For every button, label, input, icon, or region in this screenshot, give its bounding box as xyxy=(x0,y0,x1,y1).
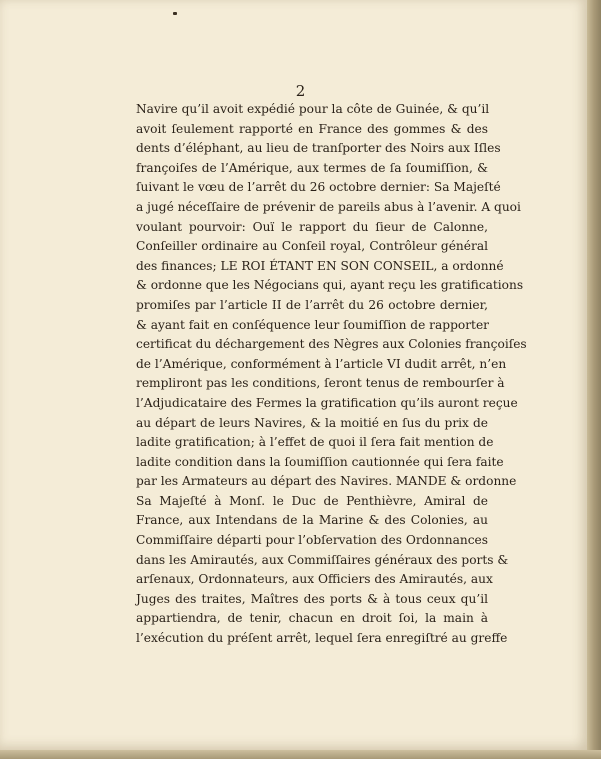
text-line: ſuivant le vœu de l’arrêt du 26 octobre dernier: Sa Majeſté xyxy=(136,180,501,195)
ink-speck xyxy=(173,12,177,15)
text-line: Navire qu’il avoit expédié pour la côte de Guinée, & qu’il xyxy=(136,102,490,116)
text-line: l’Adjudicataire des Fermes la gratification qu’ils auront reçue xyxy=(136,395,518,410)
text-line: Commiſſaire départi pour l’obſervation des Ordonnances xyxy=(136,533,488,548)
text-line: appartiendra, de tenir, chacun en droit ſoi, la main à xyxy=(136,611,488,626)
text-line: France, aux Intendans de la Marine & des Colonies, au xyxy=(136,513,488,528)
text-line: Sa Majeſté à Monſ. le Duc de Penthièvre, Amiral de xyxy=(136,493,488,508)
text-line: françoiſes de l’Amérique, aux termes de ſa ſoumiſſion, & xyxy=(136,160,488,175)
text-line: a jugé néceſſaire de prévenir de pareils abus à l’avenir. A quoi xyxy=(136,199,521,214)
page-edge-right xyxy=(587,0,601,759)
text-line: de l’Amérique, conformément à l’article VI dudit arrêt, n’en xyxy=(136,356,507,371)
page-number: 2 xyxy=(295,82,306,100)
text-line: par les Armateurs au départ des Navires. MANDE & ordonne xyxy=(136,474,517,489)
text-line: des finances; LE ROI ÉTANT EN SON CONSEIL, a ordonné xyxy=(136,258,504,273)
text-line: avoit ſeulement rapporté en France des gommes & des xyxy=(136,121,488,136)
text-line: & ayant fait en conſéquence leur ſoumiſſion de rapporter xyxy=(136,317,489,332)
text-line: dents d’éléphant, au lieu de tranſporter des Noirs aux Iſles xyxy=(136,141,501,156)
text-line: voulant pourvoir: Ouï le rapport du ſieur de Calonne, xyxy=(136,219,488,234)
text-line: certificat du déchargement des Nègres aux Colonies françoiſes xyxy=(136,337,527,352)
text-line: l’exécution du préſent arrêt, lequel ſera enregiſtré au greffe xyxy=(136,631,508,646)
text-line: promiſes par l’article II de l’arrêt du 26 octobre dernier, xyxy=(136,297,488,312)
text-line: dans les Amirautés, aux Commiſſaires généraux des ports & xyxy=(136,552,509,567)
text-line: Juges des traites, Maîtres des ports & à tous ceux qu’il xyxy=(136,591,488,606)
text-line: au départ de leurs Navires, & la moitié en ſus du prix de xyxy=(136,415,488,430)
text-line: ladite condition dans la ſoumiſſion cautionnée qui ſera faite xyxy=(136,454,504,469)
text-line: & ordonne que les Négocians qui, ayant reçu les gratifications xyxy=(136,278,524,293)
page-edge-bottom xyxy=(0,750,601,759)
body-text xyxy=(136,100,527,649)
text-line: Conſeiller ordinaire au Conſeil royal, Contrôleur général xyxy=(136,239,488,254)
text-line: arſenaux, Ordonnateurs, aux Officiers des Amirautés, aux xyxy=(136,572,493,587)
text-line: rempliront pas les conditions, ſeront tenus de rembourſer à xyxy=(136,376,505,391)
text-line: ladite gratification; à l’effet de quoi il ſera fait mention de xyxy=(136,435,494,450)
